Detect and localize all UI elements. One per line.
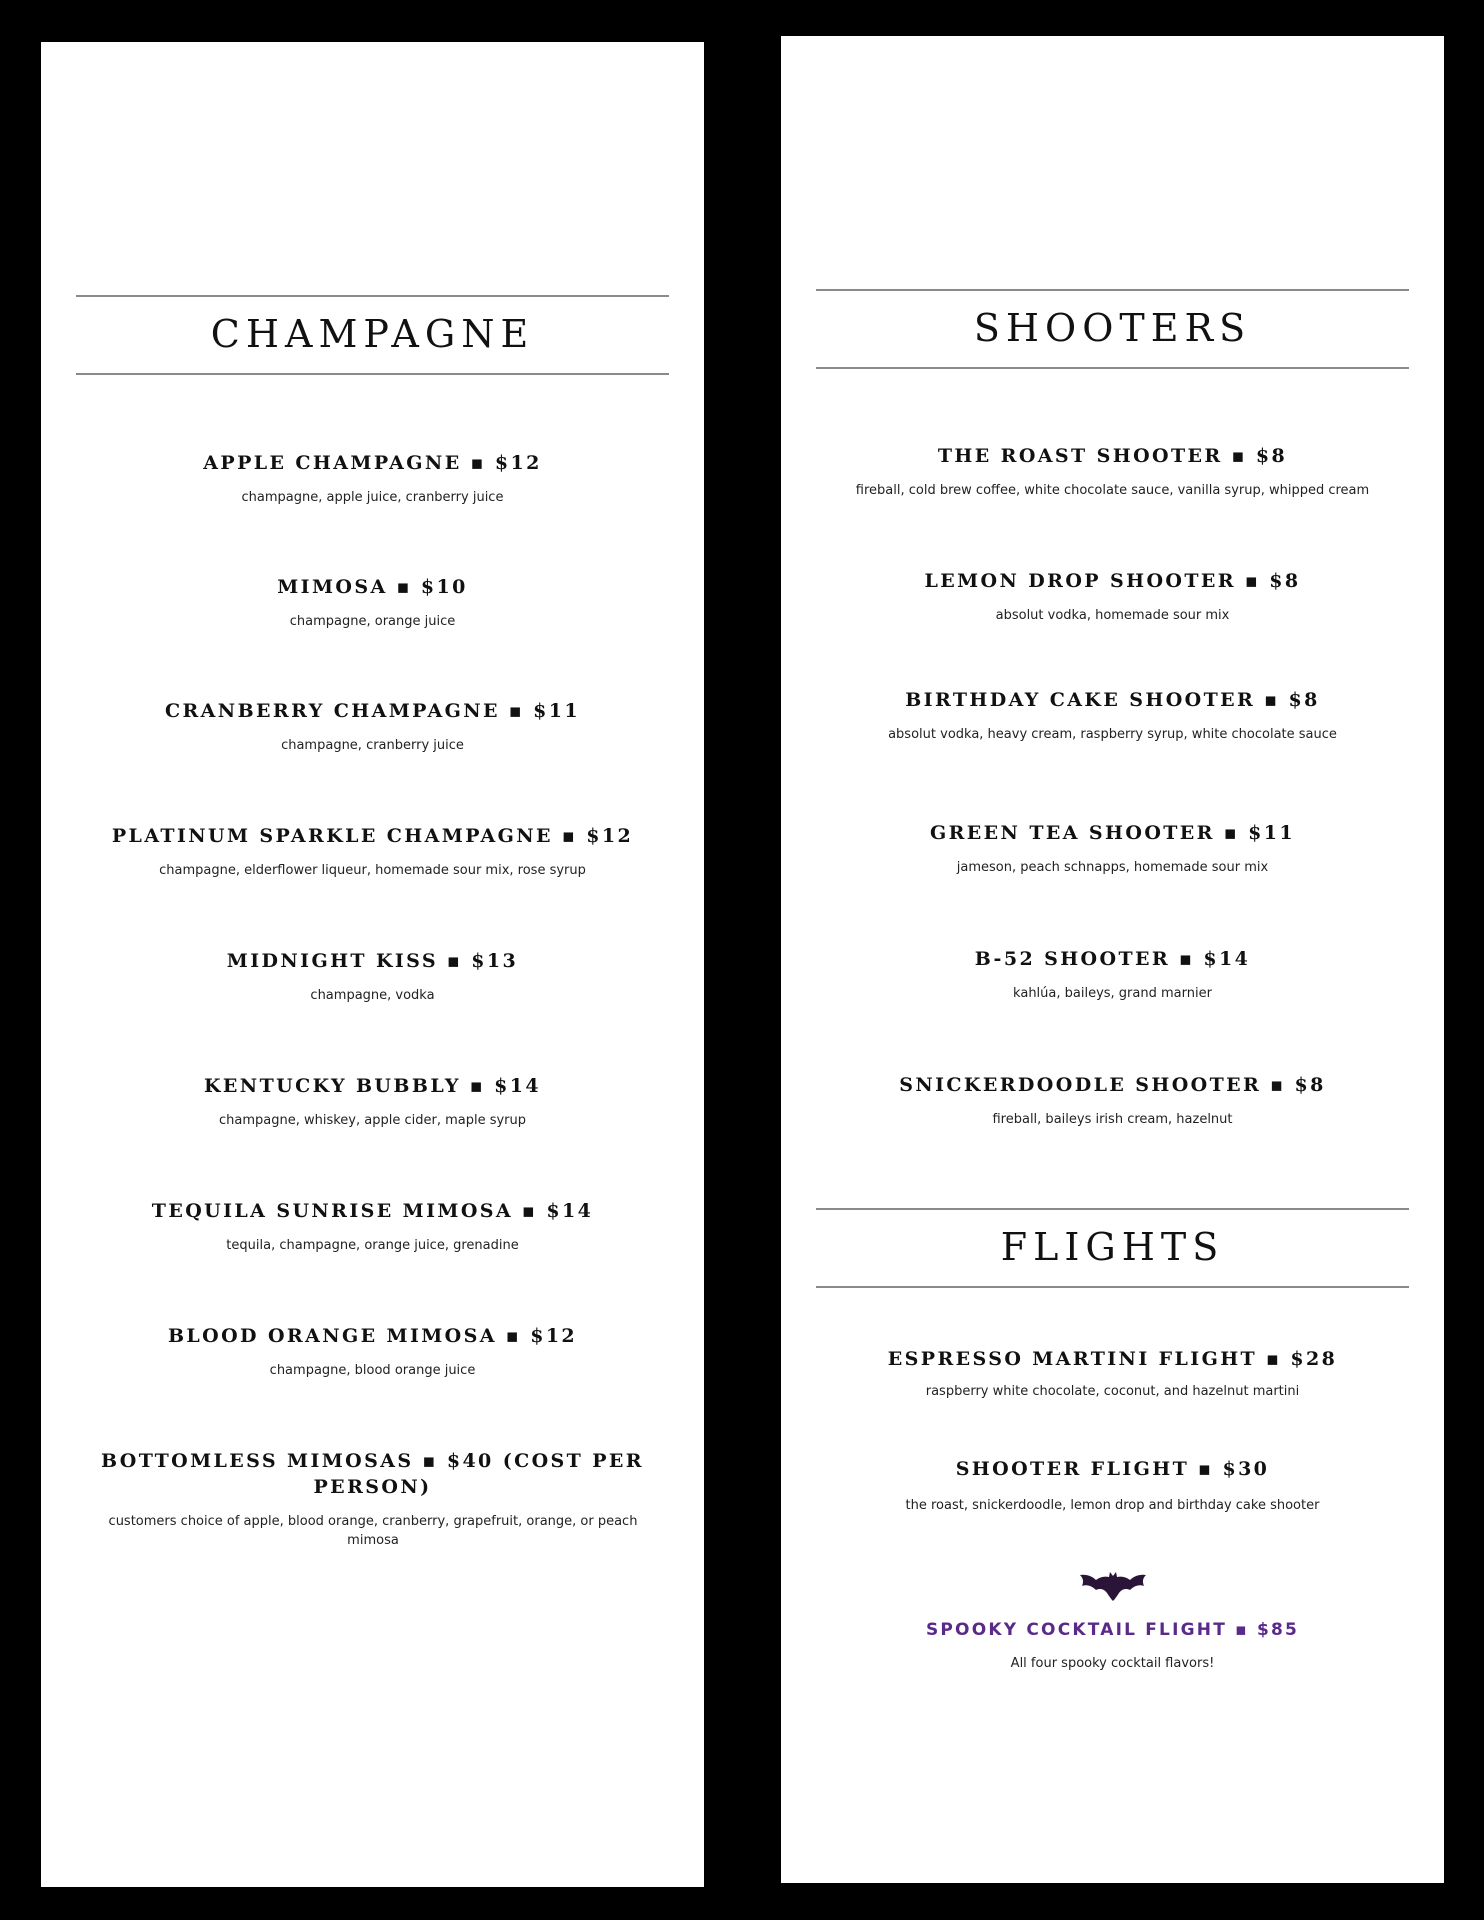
menu-item: [781, 820, 1444, 877]
item-description: absolut vodka, heavy cream, raspberry syrup, white chocolate sauce: [888, 727, 1337, 742]
menu-item: [41, 1448, 704, 1550]
item-name: APPLE CHAMPAGNE ▪ $12: [203, 452, 542, 474]
menu-item: [41, 574, 704, 631]
menu-item: [781, 1072, 1444, 1129]
menu-item: [41, 948, 704, 1005]
item-description: customers choice of apple, blood orange, cranberry, grapefruit, orange, or peach mimosa: [108, 1514, 638, 1548]
header-rule-top: [76, 295, 669, 297]
item-description: tequila, champagne, orange juice, grenadine: [226, 1238, 519, 1253]
item-description: champagne, cranberry juice: [281, 738, 464, 753]
item-name: MIMOSA ▪ $10: [277, 576, 468, 598]
item-description: champagne, elderflower liqueur, homemade sour mix, rose syrup: [159, 863, 586, 878]
champagne-menu-panel: [41, 42, 704, 1887]
item-name: BIRTHDAY CAKE SHOOTER ▪ $8: [905, 689, 1320, 711]
item-name: MIDNIGHT KISS ▪ $13: [226, 950, 519, 972]
item-description: champagne, blood orange juice: [269, 1363, 476, 1378]
item-description: champagne, orange juice: [289, 614, 456, 629]
item-name: SPOOKY COCKTAIL FLIGHT ▪ $85: [925, 1620, 1300, 1640]
item-name: KENTUCKY BUBBLY ▪ $14: [204, 1075, 541, 1097]
shooters-title: SHOOTERS: [973, 306, 1252, 350]
header-rule-top: [816, 289, 1409, 291]
item-description: champagne, vodka: [310, 988, 435, 1003]
menu-item: [41, 698, 704, 755]
item-name: SHOOTER FLIGHT ▪ $30: [955, 1458, 1270, 1480]
spooky-flight-item: [781, 1618, 1444, 1673]
item-description: champagne, whiskey, apple cider, maple syrup: [218, 1113, 527, 1128]
header-rule-top: [816, 1208, 1409, 1210]
menu-item: [781, 568, 1444, 625]
menu-item: [781, 946, 1444, 1003]
header-rule-bottom: [76, 373, 669, 375]
menu-item: [41, 450, 704, 507]
item-description: the roast, snickerdoodle, lemon drop and birthday cake shooter: [905, 1498, 1320, 1513]
menu-item: [41, 823, 704, 880]
item-description: kahlúa, baileys, grand marnier: [1013, 986, 1212, 1001]
item-name: CRANBERRY CHAMPAGNE ▪ $11: [164, 700, 581, 722]
champagne-title: CHAMPAGNE: [210, 312, 535, 356]
item-name: SNICKERDOODLE SHOOTER ▪ $8: [899, 1074, 1326, 1096]
menu-item: [41, 1198, 704, 1255]
header-rule-bottom: [816, 1286, 1409, 1288]
item-name: BOTTOMLESS MIMOSAS ▪ $40 (COST PER PERSON): [101, 1450, 644, 1498]
item-name: PLATINUM SPARKLE CHAMPAGNE ▪ $12: [111, 825, 634, 847]
menu-item: [781, 1346, 1444, 1401]
menu-item: [781, 1456, 1444, 1515]
item-name: LEMON DROP SHOOTER ▪ $8: [924, 570, 1301, 592]
item-description: jameson, peach schnapps, homemade sour mix: [956, 860, 1269, 875]
menu-item: [781, 687, 1444, 744]
item-description: All four spooky cocktail flavors!: [1010, 1656, 1215, 1671]
flights-title: FLIGHTS: [1000, 1225, 1225, 1269]
menu-item: [781, 443, 1444, 500]
shooters-flights-menu-panel: [781, 36, 1444, 1883]
item-name: B-52 SHOOTER ▪ $14: [974, 948, 1251, 970]
item-description: fireball, baileys irish cream, hazelnut: [992, 1112, 1233, 1127]
header-rule-bottom: [816, 367, 1409, 369]
menu-item: [41, 1323, 704, 1380]
item-name: THE ROAST SHOOTER ▪ $8: [937, 445, 1288, 467]
item-name: ESPRESSO MARTINI FLIGHT ▪ $28: [887, 1348, 1338, 1370]
item-description: fireball, cold brew coffee, white chocolate sauce, vanilla syrup, whipped cream: [855, 483, 1370, 498]
item-description: champagne, apple juice, cranberry juice: [241, 490, 504, 505]
bat-icon: [1074, 1568, 1152, 1602]
item-name: TEQUILA SUNRISE MIMOSA ▪ $14: [151, 1200, 594, 1222]
item-name: GREEN TEA SHOOTER ▪ $11: [929, 822, 1296, 844]
menu-item: [41, 1073, 704, 1130]
item-name: BLOOD ORANGE MIMOSA ▪ $12: [167, 1325, 578, 1347]
item-description: raspberry white chocolate, coconut, and hazelnut martini: [925, 1384, 1300, 1399]
item-description: absolut vodka, homemade sour mix: [995, 608, 1230, 623]
